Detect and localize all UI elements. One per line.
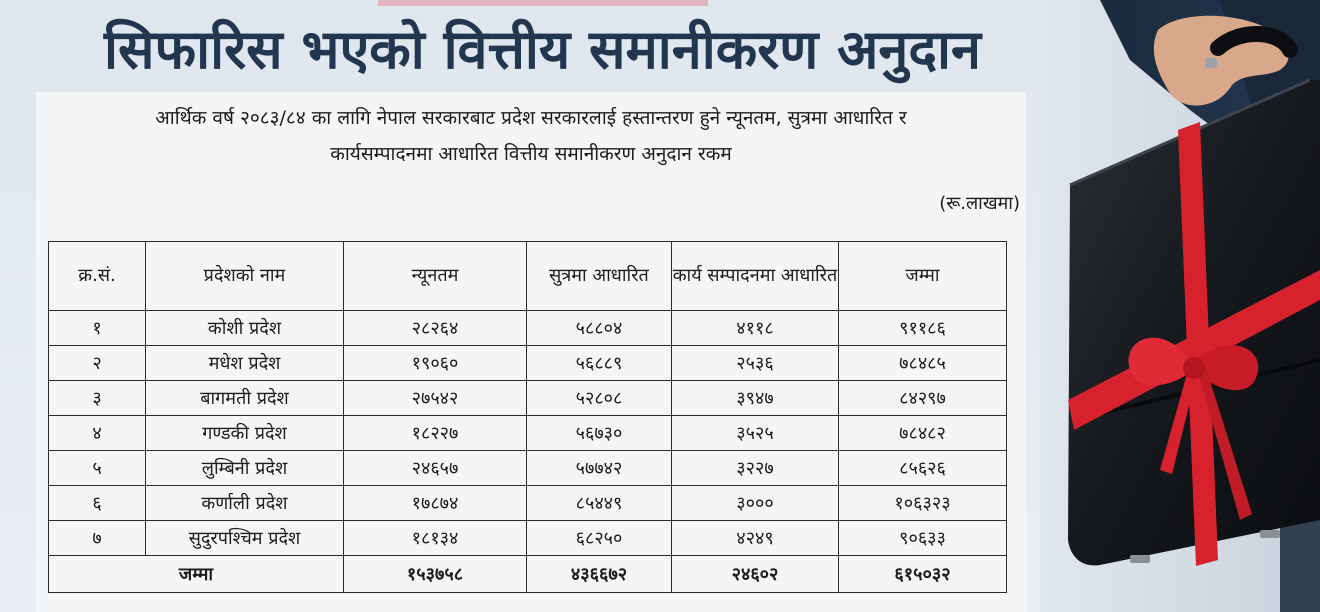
cell-performance: २५३६ <box>672 346 839 381</box>
cell-performance: ३००० <box>672 486 839 521</box>
total-label: जम्मा <box>49 556 344 593</box>
cell-minimum: २४६५७ <box>344 451 527 486</box>
total-performance: २४६०२ <box>672 556 839 593</box>
header-performance-based: कार्य सम्पादनमा आधारित <box>672 242 839 311</box>
cell-minimum: २७५४२ <box>344 381 527 416</box>
table-row <box>49 451 1007 486</box>
table-row <box>49 381 1007 416</box>
subtitle <box>36 100 1026 172</box>
cell-formula: ५६७३० <box>527 416 672 451</box>
cell-performance: ४२४९ <box>672 521 839 556</box>
subtitle-line-2: कार्यसम्पादनमा आधारित वित्तीय समानीकरण अनुदान रकम <box>330 143 732 165</box>
cell-total: ९०६३३ <box>839 521 1007 556</box>
cell-minimum: १८२२७ <box>344 416 527 451</box>
header-formula-based: सुत्रमा आधारित <box>527 242 672 311</box>
cell-formula: ५७७४२ <box>527 451 672 486</box>
cell-serial: ५ <box>49 451 146 486</box>
cell-serial: २ <box>49 346 146 381</box>
total-formula: ४३६६७२ <box>527 556 672 593</box>
cell-minimum: १८१३४ <box>344 521 527 556</box>
cell-serial: १ <box>49 311 146 346</box>
table-header-row <box>49 242 1007 311</box>
cell-serial: ४ <box>49 416 146 451</box>
briefcase-illustration-svg <box>1040 0 1320 612</box>
table-row <box>49 521 1007 556</box>
cell-total: ८५६२६ <box>839 451 1007 486</box>
cell-formula: ६८२५० <box>527 521 672 556</box>
table-row <box>49 416 1007 451</box>
cell-formula: ५२८०८ <box>527 381 672 416</box>
cell-formula: ५६८८९ <box>527 346 672 381</box>
cell-total: ९११८६ <box>839 311 1007 346</box>
unit-note: (रू.लाखमा) <box>939 193 1020 214</box>
table-total-row <box>49 556 1007 593</box>
cell-province: कर्णाली प्रदेश <box>146 486 344 521</box>
header-total: जम्मा <box>839 242 1007 311</box>
cell-minimum: १९०६० <box>344 346 527 381</box>
cell-performance: ३२२७ <box>672 451 839 486</box>
header-minimum: न्यूनतम <box>344 242 527 311</box>
cell-province: गण्डकी प्रदेश <box>146 416 344 451</box>
total-grand: ६१५०३२ <box>839 556 1007 593</box>
header-province-name: प्रदेशको नाम <box>146 242 344 311</box>
table-row <box>49 346 1007 381</box>
cell-total: ७८४८५ <box>839 346 1007 381</box>
cell-province: बागमती प्रदेश <box>146 381 344 416</box>
cell-serial: ७ <box>49 521 146 556</box>
subtitle-line-1: आर्थिक वर्ष २०८३/८४ का लागि नेपाल सरकारबाट प्रदेश सरकारलाई हस्तान्तरण हुने न्यूनतम, सुत्रमा आधारित र <box>155 107 907 129</box>
cell-performance: ४११८ <box>672 311 839 346</box>
cell-performance: ३९४७ <box>672 381 839 416</box>
cell-performance: ३५२५ <box>672 416 839 451</box>
header-serial: क्र.सं. <box>49 242 146 311</box>
page-headline: सिफारिस भएको वित्तीय समानीकरण अनुदान <box>104 18 981 81</box>
cell-province: मधेश प्रदेश <box>146 346 344 381</box>
cell-total: १०६३२३ <box>839 486 1007 521</box>
cell-serial: ३ <box>49 381 146 416</box>
top-accent-bar <box>378 0 708 6</box>
cell-minimum: २८२६४ <box>344 311 527 346</box>
cell-total: ७८४८२ <box>839 416 1007 451</box>
briefcase-illustration <box>1040 0 1320 612</box>
cell-formula: ५८८०४ <box>527 311 672 346</box>
cell-province: लुम्बिनी प्रदेश <box>146 451 344 486</box>
cell-total: ८४२९७ <box>839 381 1007 416</box>
table-row <box>49 486 1007 521</box>
ribbon-knot <box>1183 357 1205 379</box>
cell-minimum: १७८७४ <box>344 486 527 521</box>
table-row <box>49 311 1007 346</box>
cell-province: कोशी प्रदेश <box>146 311 344 346</box>
cell-serial: ६ <box>49 486 146 521</box>
cell-formula: ८५४४९ <box>527 486 672 521</box>
total-minimum: १५३७५८ <box>344 556 527 593</box>
grant-table <box>48 241 1007 593</box>
cell-province: सुदुरपश्चिम प्रदेश <box>146 521 344 556</box>
